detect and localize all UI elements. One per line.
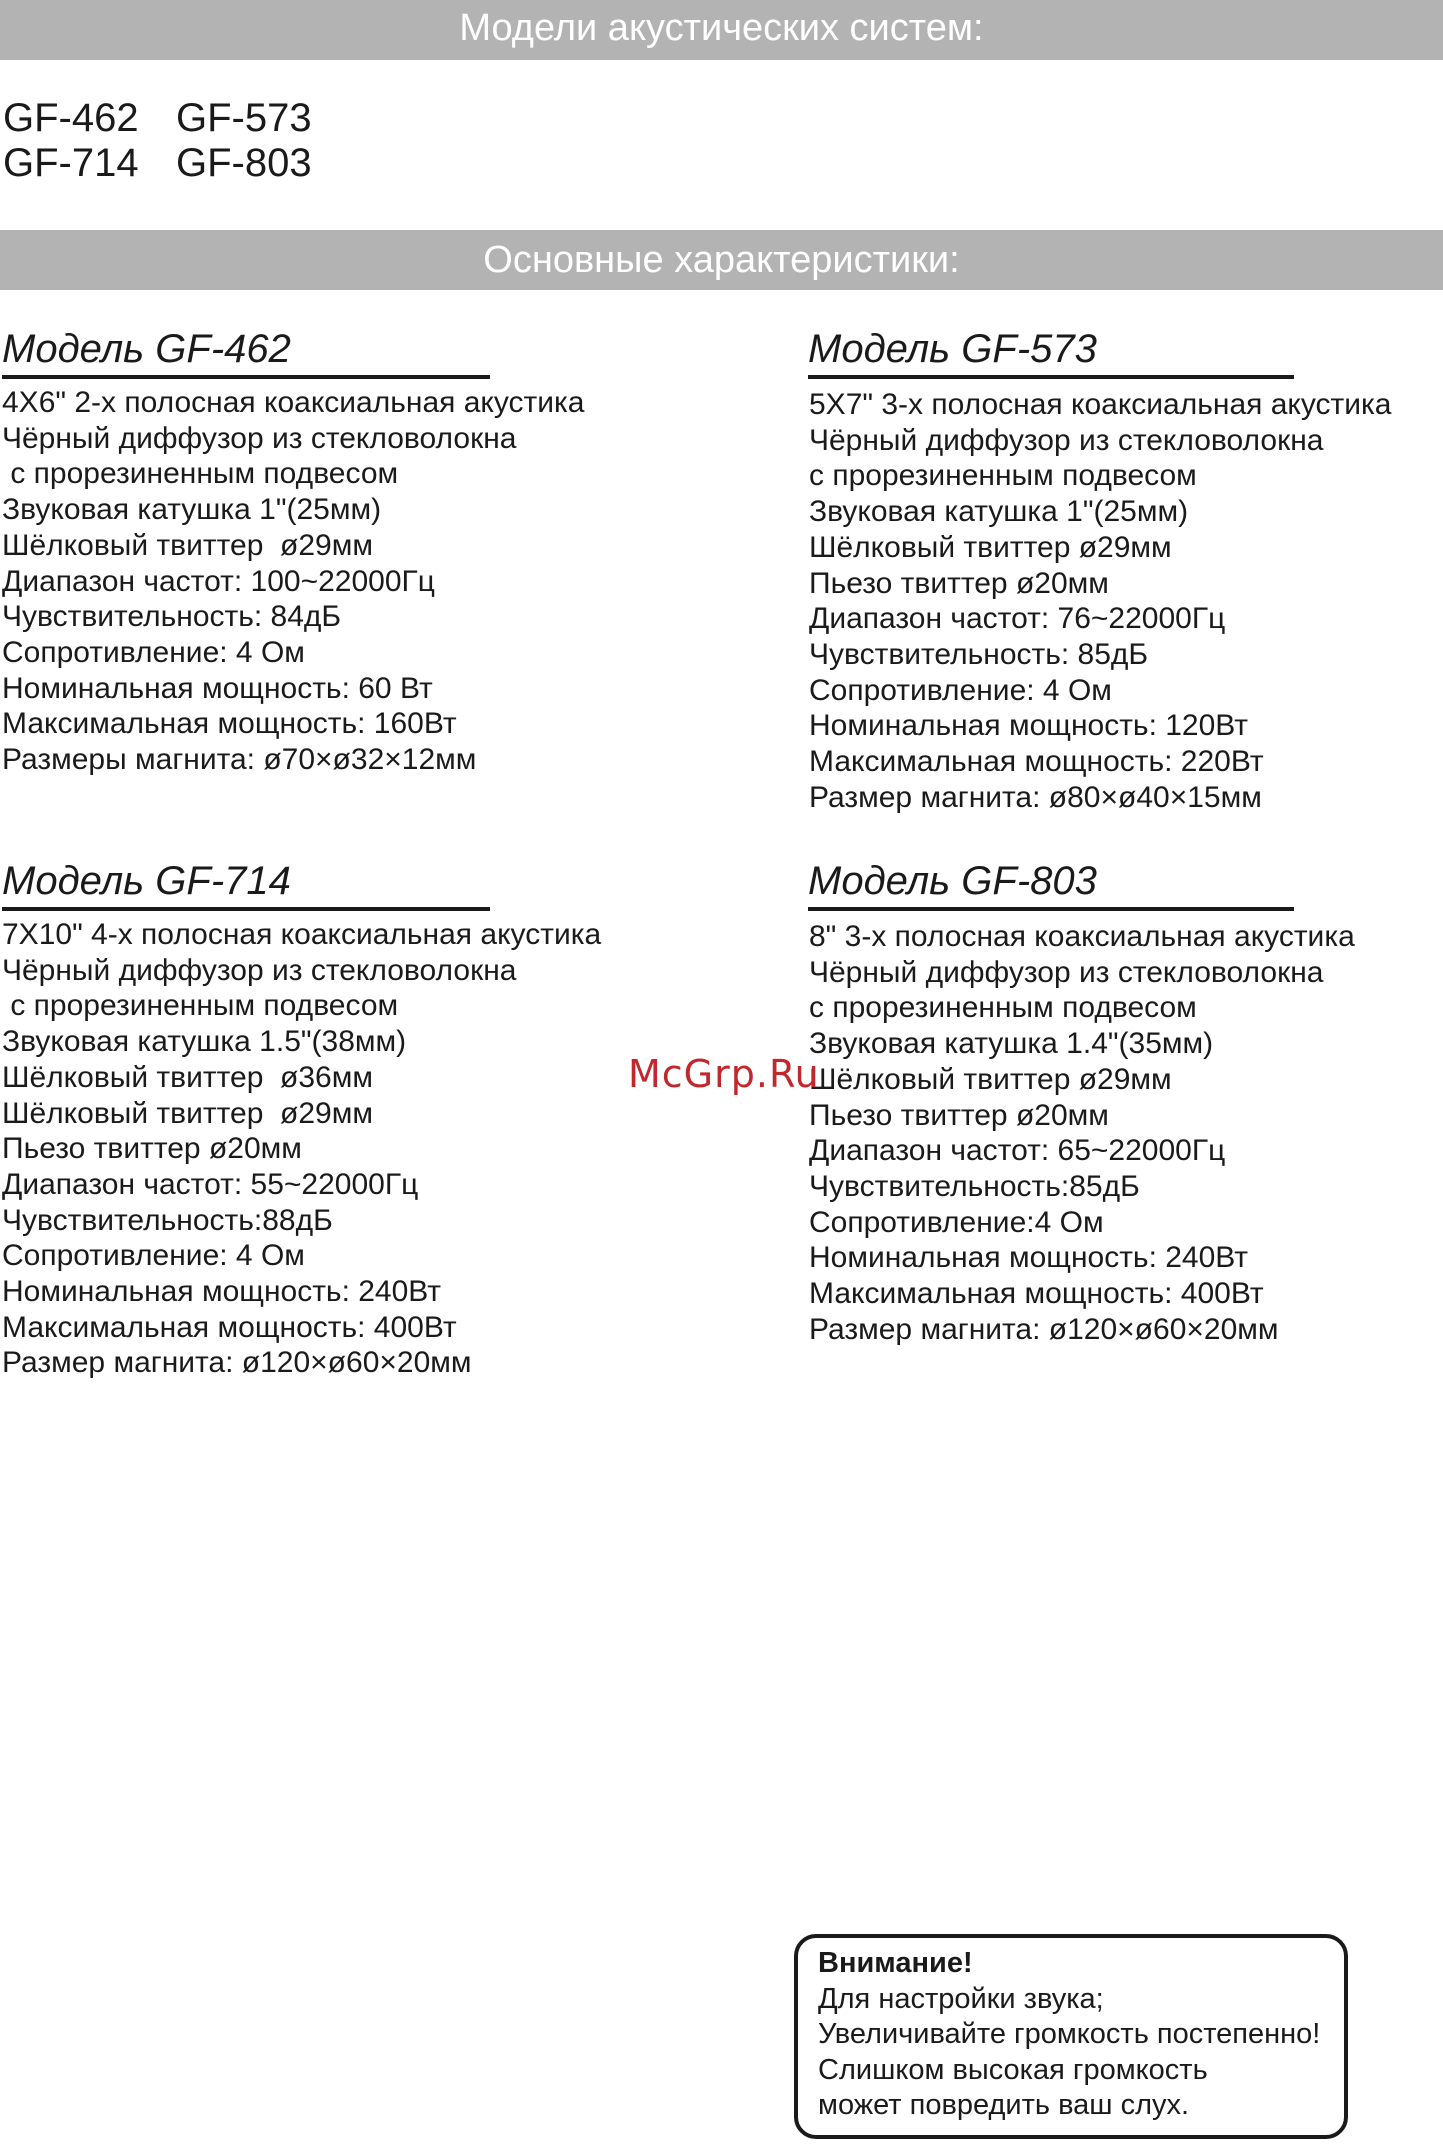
- spec-title: Модель GF-714: [2, 857, 490, 911]
- specs-header: Основные характеристики:: [483, 239, 960, 281]
- spec-lines: [809, 919, 1355, 1347]
- spec-line: Звуковая катушка 1"(25мм): [809, 495, 1189, 529]
- spec-line: Чёрный диффузор из стекловолокна: [2, 421, 517, 455]
- spec-line: Пьезо твиттер ø20мм: [809, 1098, 1109, 1132]
- warning-line: Слишком высокая громкость: [818, 2053, 1208, 2086]
- spec-line: Диапазон частот: 100~22000Гц: [2, 564, 435, 598]
- spec-line: с прорезиненным подвесом: [809, 991, 1197, 1025]
- spec-line: Номинальная мощность: 60 Вт: [2, 671, 433, 705]
- models-list: [3, 96, 349, 186]
- warning-title: Внимание!: [818, 1947, 973, 1979]
- spec-line: Номинальная мощность: 240Вт: [809, 1241, 1249, 1275]
- spec-line: Чувствительность: 85дБ: [809, 637, 1149, 671]
- spec-line: с прорезиненным подвесом: [2, 989, 399, 1023]
- spec-line: Диапазон частот: 55~22000Гц: [2, 1167, 419, 1201]
- spec-line: 7X10" 4-х полосная коаксиальная акустика: [2, 918, 602, 951]
- spec-line: Сопротивление: 4 Ом: [2, 635, 305, 669]
- spec-line: Чёрный диффузор из стекловолокна: [809, 955, 1324, 989]
- spec-line: Максимальная мощность: 160Вт: [2, 707, 457, 741]
- spec-line: Чёрный диффузор из стекловолокна: [809, 423, 1324, 457]
- warning-line: может повредить ваш слух.: [818, 2089, 1190, 2121]
- warning-line: Увеличивайте громкость постепенно!: [818, 2018, 1321, 2050]
- spec-line: Шёлковый твиттер ø29мм: [2, 1096, 373, 1130]
- models-header: Модели акустических систем:: [459, 7, 984, 49]
- models-row: [3, 141, 349, 186]
- spec-line: Шёлковый твиттер ø29мм: [2, 528, 373, 562]
- spec-line: Размер магнита: ø120×ø60×20мм: [2, 1346, 472, 1380]
- spec-line: Шёлковый твиттер ø36мм: [2, 1060, 373, 1094]
- spec-line: Сопротивление: 4 Ом: [809, 673, 1112, 707]
- models-header-band: [0, 0, 1443, 60]
- spec-line: Диапазон частот: 76~22000Гц: [809, 602, 1226, 636]
- spec-line: Пьезо твиттер ø20мм: [2, 1132, 302, 1166]
- spec-line: Чёрный диффузор из стекловолокна: [2, 953, 517, 987]
- spec-title: Модель GF-573: [808, 325, 1294, 379]
- model-code: GF-462: [3, 96, 139, 140]
- spec-line: Звуковая катушка 1"(25мм): [2, 493, 382, 527]
- spec-line: Максимальная мощность: 400Вт: [2, 1310, 457, 1344]
- spec-block-gf-803: [809, 857, 1355, 1347]
- spec-line: Размер магнита: ø80×ø40×15мм: [809, 780, 1262, 814]
- spec-line: Пьезо твиттер ø20мм: [809, 566, 1109, 600]
- warning-line: Для настройки звука;: [818, 1982, 1104, 2015]
- specs-header-band: [0, 230, 1443, 290]
- spec-line: Звуковая катушка 1.5"(38мм): [2, 1025, 407, 1059]
- spec-block-gf-714: [2, 857, 601, 1381]
- spec-line: Чувствительность:85дБ: [809, 1169, 1140, 1203]
- spec-line: Размер магнита: ø120×ø60×20мм: [809, 1312, 1279, 1346]
- spec-line: Диапазон частот: 65~22000Гц: [809, 1134, 1226, 1168]
- watermark: McGrp.Ru: [628, 1052, 820, 1096]
- model-code: GF-803: [176, 141, 312, 185]
- spec-line: Номинальная мощность: 240Вт: [2, 1275, 442, 1309]
- spec-line: Номинальная мощность: 120Вт: [809, 709, 1249, 743]
- spec-line: с прорезиненным подвесом: [809, 459, 1197, 493]
- model-code: GF-714: [3, 141, 139, 185]
- spec-block-gf-573: [809, 325, 1391, 815]
- models-row: [3, 96, 349, 141]
- spec-lines: [2, 385, 584, 778]
- spec-line: Максимальная мощность: 220Вт: [809, 745, 1264, 779]
- spec-lines: [809, 387, 1391, 815]
- spec-title: Модель GF-803: [808, 857, 1294, 911]
- warning-box: [794, 1934, 1348, 2139]
- spec-line: Максимальная мощность: 400Вт: [809, 1277, 1264, 1311]
- spec-line: с прорезиненным подвесом: [2, 457, 399, 491]
- spec-line: 5X7" 3-х полосная коаксиальная акустика: [809, 388, 1392, 421]
- spec-line: Шёлковый твиттер ø29мм: [809, 1062, 1172, 1096]
- spec-line: 4X6" 2-х полосная коаксиальная акустика: [2, 386, 585, 419]
- spec-line: Чувствительность:88дБ: [2, 1203, 333, 1237]
- spec-line: Звуковая катушка 1.4"(35мм): [809, 1027, 1214, 1061]
- spec-line: Размеры магнита: ø70×ø32×12мм: [2, 743, 477, 777]
- spec-block-gf-462: [2, 325, 584, 778]
- spec-line: Шёлковый твиттер ø29мм: [809, 530, 1172, 564]
- spec-line: Сопротивление: 4 Ом: [2, 1239, 305, 1273]
- spec-line: Сопротивление:4 Ом: [809, 1205, 1104, 1239]
- spec-line: 8" 3-х полосная коаксиальная акустика: [809, 920, 1355, 953]
- spec-title: Модель GF-462: [2, 325, 490, 379]
- model-code: GF-573: [176, 96, 312, 140]
- spec-lines: [2, 917, 601, 1381]
- spec-line: Чувствительность: 84дБ: [2, 600, 342, 634]
